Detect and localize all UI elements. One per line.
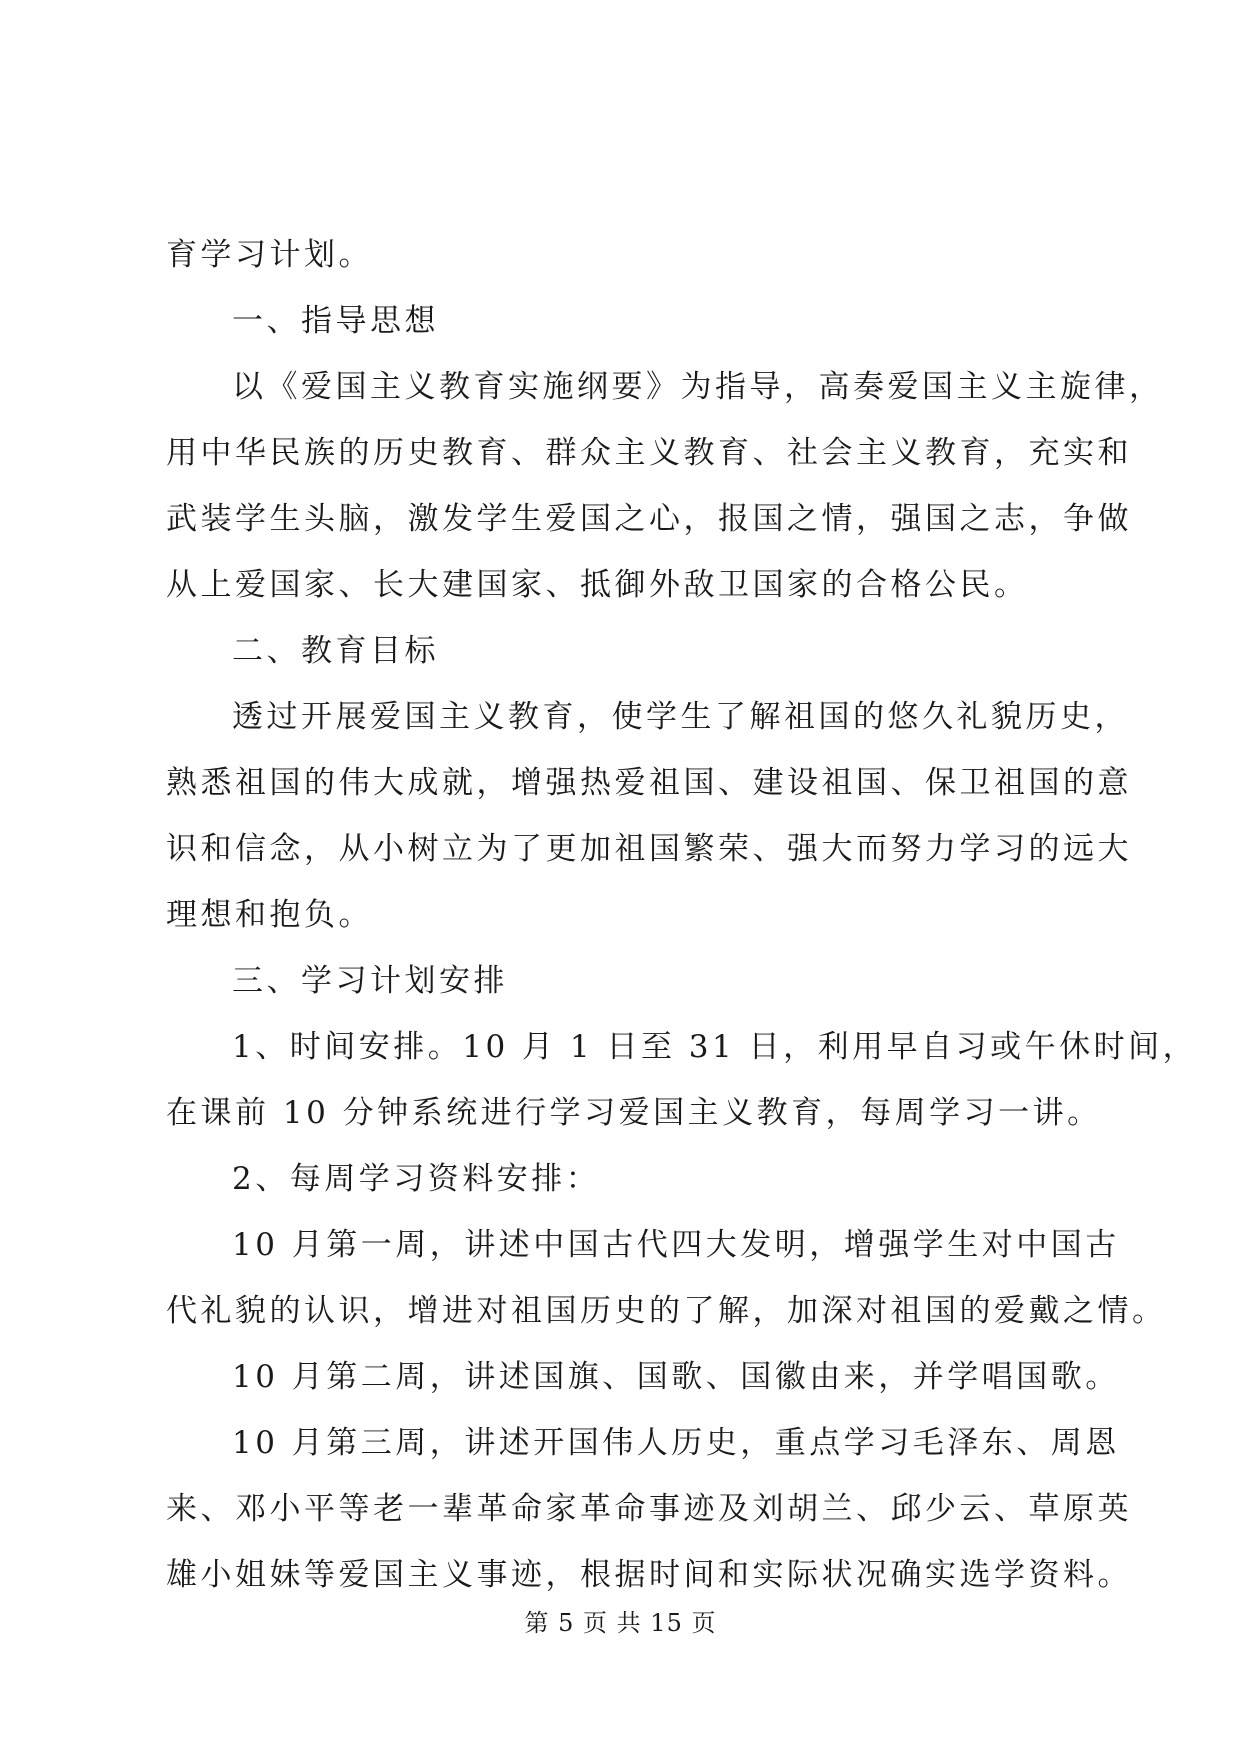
text-line: 三、学习计划安排 <box>232 963 508 999</box>
text-line: 透过开展爱国主义教育，使学生了解祖国的悠久礼貌历史， <box>232 699 1129 735</box>
text-line: 武装学生头脑，激发学生爱国之心，报国之情，强国之志，争做 <box>166 501 1132 537</box>
text-line: 以《爱国主义教育实施纲要》为指导，高奏爱国主义主旋律， <box>232 369 1164 405</box>
text-line: 2、每周学习资料安排： <box>232 1161 601 1197</box>
text-line: 识和信念，从小树立为了更加祖国繁荣、强大而努力学习的远大 <box>166 831 1132 867</box>
text-line: 10 月第一周，讲述中国古代四大发明，增强学生对中国古 <box>232 1227 1120 1263</box>
text-line: 二、教育目标 <box>232 633 439 669</box>
text-line: 用中华民族的历史教育、群众主义教育、社会主义教育，充实和 <box>166 435 1132 471</box>
text-line: 在课前 10 分钟系统进行学习爱国主义教育，每周学习一讲。 <box>166 1095 1102 1131</box>
text-line: 10 月第三周，讲述开国伟人历史，重点学习毛泽东、周恩 <box>232 1425 1120 1461</box>
text-line: 一、指导思想 <box>232 303 439 339</box>
document-body <box>166 222 1198 1608</box>
text-line: 来、邓小平等老一辈革命家革命事迹及刘胡兰、邱少云、草原英 <box>166 1491 1132 1527</box>
text-line: 雄小姐妹等爱国主义事迹，根据时间和实际状况确实选学资料。 <box>166 1557 1132 1593</box>
text-line: 理想和抱负。 <box>166 897 373 933</box>
text-line: 育学习计划。 <box>166 237 373 273</box>
text-line: 熟悉祖国的伟大成就，增强热爱祖国、建设祖国、保卫祖国的意 <box>166 765 1132 801</box>
text-line: 1、时间安排。10 月 1 日至 31 日，利用早自习或午休时间， <box>232 1029 1198 1065</box>
text-line: 从上爱国家、长大建国家、抵御外敌卫国家的合格公民。 <box>166 567 1029 603</box>
text-line: 代礼貌的认识，增进对祖国历史的了解，加深对祖国的爱戴之情。 <box>166 1293 1167 1329</box>
text-line: 10 月第二周，讲述国旗、国歌、国徽由来，并学唱国歌。 <box>232 1359 1120 1395</box>
page-number-footer: 第 5 页 共 15 页 <box>524 1609 717 1637</box>
